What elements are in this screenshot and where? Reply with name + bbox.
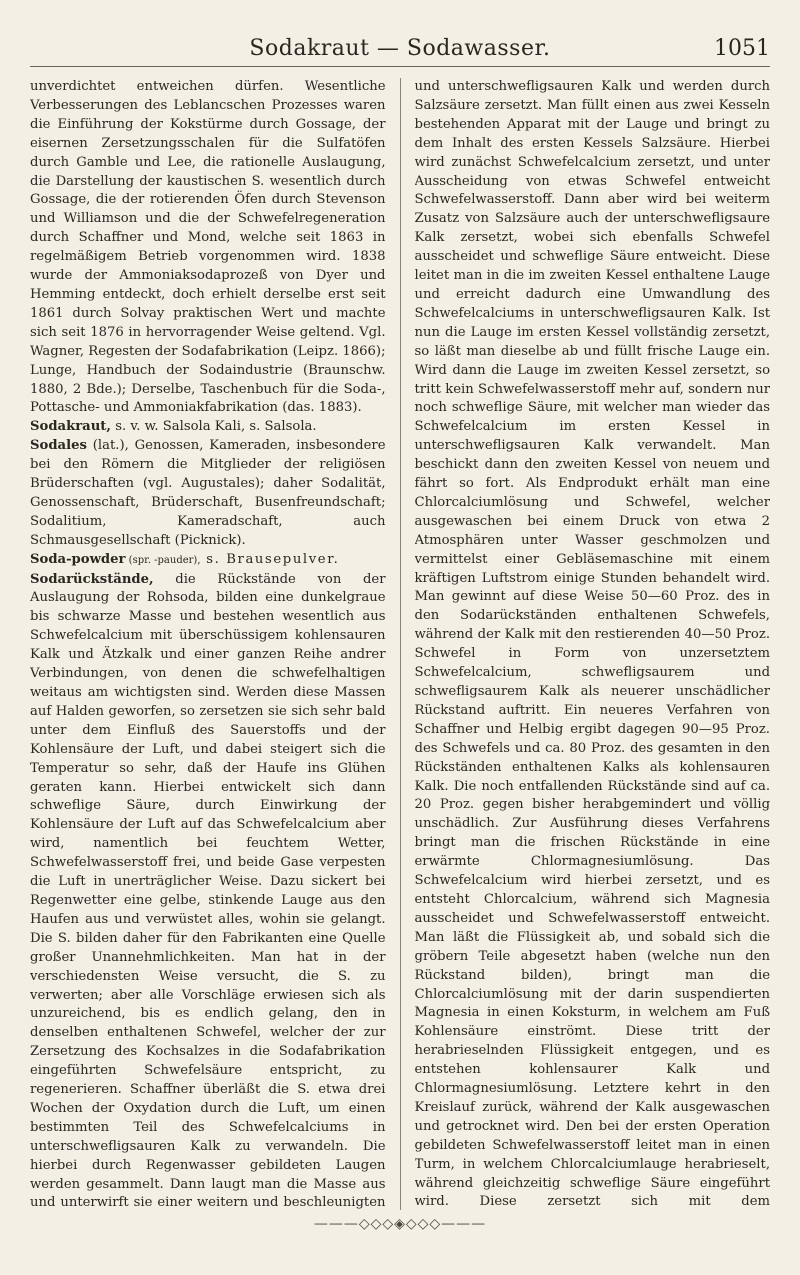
headword: Sodales [30,438,87,454]
entry-sodarueckstaende [30,571,386,1210]
entry-text: s. Brausepulver. [200,551,340,567]
page-number: 1051 [714,36,770,61]
left-column [30,78,386,1210]
page-header [30,26,770,67]
entry-text: s. v. w. Salsola Kali, s. Salsola. [111,419,317,435]
headword: Sodakraut, [30,419,111,435]
continued-paragraph: und unterschwefligsauren Kalk und werden durch Salzsäure zersetzt. Man füllt einen aus zwei Kesseln bestehenden Apparat mit der Lauge und bringt zu dem Inhalt des ersten Kessels Salzsäure. Hierbei wird zunächst Schwefelcalcium zersetzt, und unter Ausscheidung von etwas Schwefel entweicht Schwefelwasserstoff. Dann aber wird bei weiterm Zusatz von Salzsäure auch der unterschwefligsaure Kalk zersetzt, wobei sich ebenfalls Schwefel ausscheidet und schweflige Säure entweicht. Diese leitet man in die im zweiten Kessel enthaltene Lauge und erreicht dadurch eine Umwandlung des Schwefelcalciums in unterschwefligsauren Kalk. Ist nun die Lauge im ersten Kessel vollständig zersetzt, so läßt man dieselbe ab und füllt frische Lauge ein. Wird dann die Lauge im zweiten Kessel zersetzt, so tritt kein Schwefelwasserstoff mehr auf, sondern nur noch schweflige Säure, mit welcher man wieder das Schwefelcalcium im ersten Kessel in unterschwefligsauren Kalk verwandelt. Man beschickt dann den zweiten Kessel von neuem und fährt so fort. Als Endprodukt erhält man eine Chlorcalciumlösung und Schwefel, welcher ausgewaschen bei einem Druck von etwa 2 Atmosphären unter Wasser geschmolzen und vermittelst einer Gebläsemaschine mit einem kräftigen Luftstrom einige Stunden behandelt wird. Man gewinnt auf diese Weise 50—60 Proz. des in den Sodarückständen enthaltenen Schwefels, während der Kalk mit den restierenden 40—50 Proz. Schwefel in Form von unzersetztem Schwefelcalcium, schwefligsaurem und schwefligsaurem Kalk als neuerer unschädlicher Rückstand auftritt. Ein neueres Verfahren von Schaffner und Helbig ergibt dagegen 90—95 Proz. des Schwefels und ca. 80 Proz. des gesamten in den Rückständen enthaltenen Kalks als kohlensauren Kalk. Die noch entfallenden Rückstände sind auf ca. 20 Proz. gegen bisher herabgemindert und völlig unschädlich. Zur Ausführung dieses Verfahrens bringt man die frischen Rückstände in eine erwärmte Chlormagnesiumlösung. Das Schwefelcalcium wird hierbei zersetzt, und es entsteht Chlorcalcium, während sich Magnesia ausscheidet und Schwefelwasserstoff entweicht. Man läßt die Flüssigkeit ab, und sobald sich die gröbern Teile abgesetzt haben (welche nun den Rückstand bilden), bringt man die Chlorcalciumlösung mit der darin suspendierten Magnesia in einen Koksturm, in welchem am Fuß Kohlensäure einströmt. Diese tritt der herabrieselnden Flüssigkeit entgegen, und es entstehen kohlensaurer Kalk und Chlormagnesiumlösung. Letztere kehrt in den Kreislauf zurück, während der Kalk ausgewaschen und getrocknet wird. Den bei der ersten Operation gebildeten Schwefelwasserstoff leitet man in einen Turm, in welchem Chlorcalciumlauge herabrieselt, während gleichzeitig schweflige Säure eingeführt wird. Diese zersetzt sich mit dem [414,79,771,1210]
entry-text: (lat.), Genossen, Kameraden, insbesondere bei den Römern die Mitglieder der religiösen Brüderschaften (vgl. Augustales); daher Sodalität, Genossenschaft, Brüderschaft, Busenfreundschaft; Sodalitium, Kameradschaft, auch Schmausgesellschaft (Picknick). [30,438,386,548]
continued-paragraph: unverdichtet entweichen dürfen. Wesentliche Verbesserungen des Leblancschen Prozesses waren die Einführung der Kokstürme durch Gossage, der eisernen Zersetzungsschalen für die Sulfatöfen durch Gamble und Lee, die rationelle Auslaugung, die Darstellung der kaustischen S. wesentlich durch Gossage, die der rotierenden Öfen durch Stevenson und Williamson und die der Schwefelregeneration durch Schaffner und Mond, welche seit 1863 in regelmäßigem Betrieb vorgenommen wird. 1838 wurde der Ammoniaksodaprozeß von Dyer und Hemming entdeckt, doch erhielt derselbe erst seit 1861 durch Solvay praktischen Wert und machte sich seit 1876 in hervorragender Weise geltend. Vgl. Wagner, Regesten der Sodafabrikation (Leipz. 1866); Lunge, Handbuch der Sodaindustrie (Braunschw. 1880, 2 Bde.); Derselbe, Taschenbuch für die Soda-, Pottasche- und Ammoniakfabrikation (das. 1883). [30,79,386,416]
pronunciation: (spr. -pauder), [125,554,201,566]
right-column [415,78,771,1210]
headword: Soda-powder [30,551,126,567]
entry-text: die Rückstände von der Auslaugung der Rohsoda, bilden eine dunkelgraue bis schwarze Masse und bestehen wesentlich aus Schwefelcalcium mit überschüssigem kohlensauren Kalk und Ätzkalk und einer ganzen Reihe andrer Verbindungen, von denen die schwefelhaltigen weitaus am wichtigsten sind. Werden diese Massen auf Halden geworfen, so zersetzen sie sich sehr bald unter dem Einfluß des Sauerstoffs und der Kohlensäure der Luft, und dabei steigert sich die Temperatur so sehr, daß der Haufe ins Glühen geraten kann. Hierbei entwickelt sich dann schweflige Säure, durch Einwirkung der Kohlensäure der Luft auf das Schwefelcalcium aber wird, namentlich bei feuchtem Wetter, Schwefelwasserstoff frei, und beide Gase verpesten die Luft in unerträglicher Weise. Dazu sickert bei Regenwetter eine gelbe, stinkende Lauge aus den Haufen aus und verwüstet alles, wohin sie gelangt. Die S. bilden daher für den Fabrikanten eine Quelle großer Unannehmlichkeiten. Man hat in der verschiedensten Weise versucht, die S. zu verwerten; aber alle Vorschläge erwiesen sich als unzureichend, bis es endlich gelang, den in denselben enthaltenen Schwefel, welcher der zur Zersetzung des Kochsalzes in die Sodafabrikation eingeführten Schwefelsäure entspricht, zu regenerieren. Schaffner überläßt die S. etwa drei Wochen der Oxydation durch die Luft, um einen bestimmten Teil des Schwefelcalciums in unterschwefligsauren Kalk zu verwandeln. Die hierbei durch Regenwasser gebildeten Laugen werden gesammelt. Dann laugt man die Masse aus und unterwirft sie einer weitern und beschleunigten [30,571,386,1210]
footer-ornament: ———◇◇◇◈◇◇◇——— [313,1216,487,1232]
entry-sodakraut [30,418,386,437]
text-columns [30,78,770,1210]
column-divider [400,78,401,1210]
entry-soda-powder [30,551,386,571]
running-title: Sodakraut — Sodawasser. [249,36,551,61]
headword: Sodarückstände, [30,571,154,587]
entry-sodales [30,437,386,550]
